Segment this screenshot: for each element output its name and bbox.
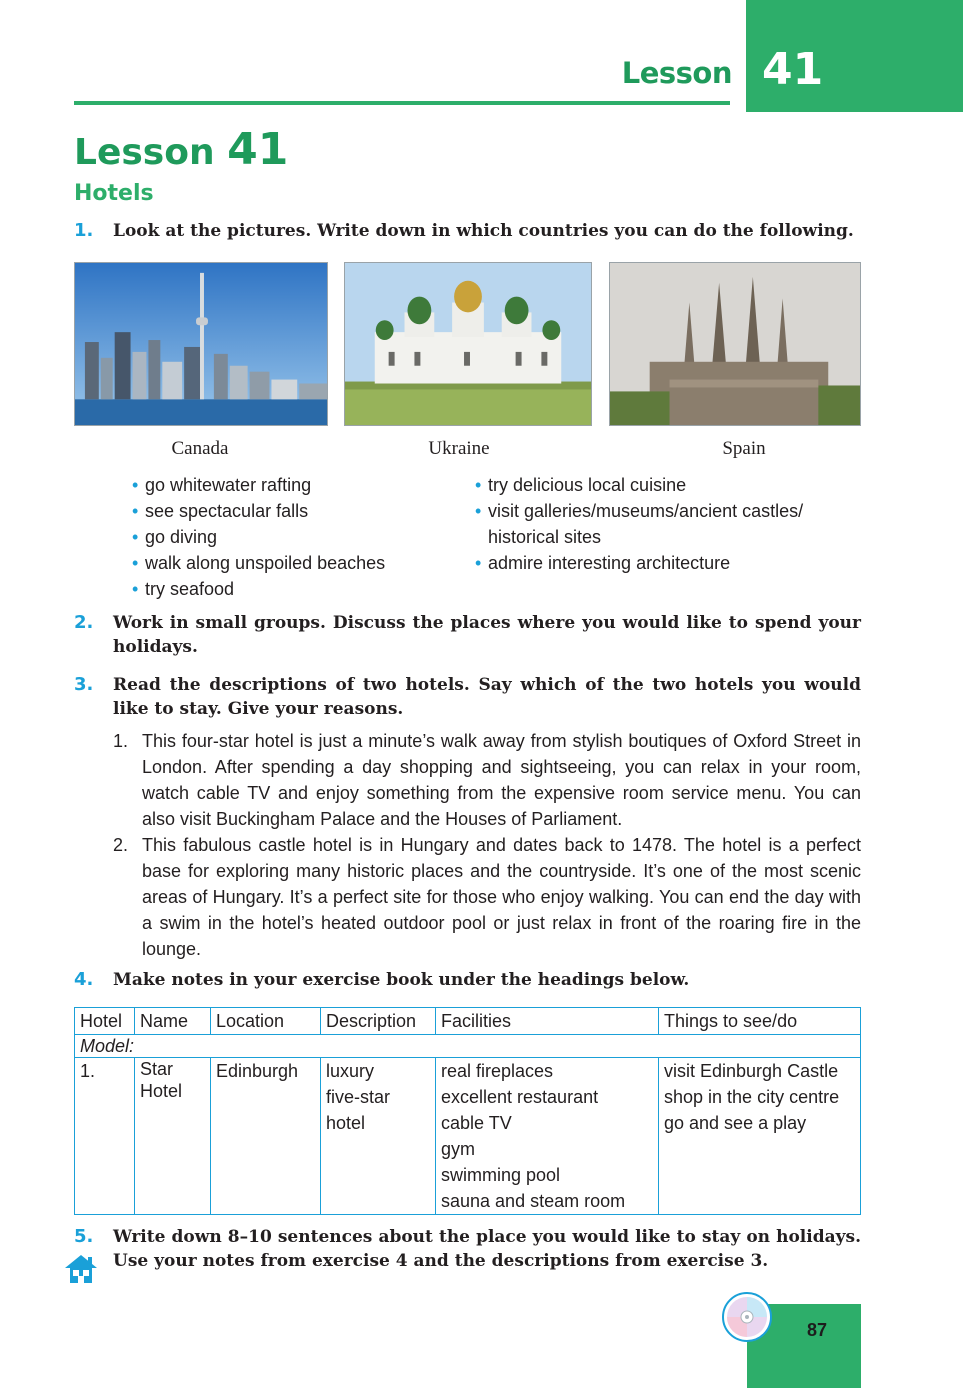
column-header: Hotel [75, 1008, 135, 1035]
list-item: • go diving [132, 524, 452, 550]
photo-ukraine-cathedral [344, 262, 592, 426]
exercise-5-instruction: Write down 8–10 sentences about the place you would like to stay on holidays. Use your notes from exercise 4 and the descriptions from exercise 3. [113, 1227, 861, 1271]
cell-line: five-star [326, 1087, 391, 1107]
list-item: • see spectacular falls [132, 498, 452, 524]
hotel-description-2 [113, 832, 861, 962]
lesson-title-word: Lesson [74, 132, 215, 173]
list-item: • try seafood [132, 576, 452, 602]
caption-spain: Spain [722, 438, 766, 459]
column-header: Name [135, 1008, 211, 1035]
table-model-row [75, 1035, 861, 1058]
column-header: Description [321, 1008, 436, 1035]
description-number: 2. [113, 835, 129, 855]
hotel-description-1 [113, 728, 861, 832]
list-item: • go whitewater rafting [132, 472, 452, 498]
cell-line: gym [441, 1139, 476, 1159]
cell-line: real fireplaces [441, 1061, 554, 1081]
lesson-subtitle: Hotels [74, 181, 154, 206]
table-row [75, 1058, 861, 1215]
exercise-3-number: 3. [74, 674, 94, 695]
photo-spain-sagrada-familia [609, 262, 861, 426]
cell-line: luxury [326, 1061, 375, 1081]
cell-line: Star [140, 1059, 174, 1079]
lesson-title-number: 41 [227, 124, 289, 175]
activities-list-left [132, 472, 452, 602]
list-item: • admire interesting architecture [475, 550, 855, 576]
table-header-row [75, 1008, 861, 1035]
exercise-4-number: 4. [74, 969, 94, 990]
cell-line: hotel [326, 1113, 366, 1133]
cell-hotel: 1. [75, 1058, 135, 1215]
header-lesson-number: 41 [746, 0, 963, 112]
cell-line: visit Edinburgh Castle [664, 1061, 839, 1081]
exercise-1-number: 1. [74, 220, 94, 241]
page-number: 87 [747, 1304, 861, 1388]
exercise-1-instruction: Look at the pictures. Write down in which countries you can do the following. [113, 221, 854, 241]
cell-line: go and see a play [664, 1113, 807, 1133]
description-text: This four-star hotel is just a minute’s walk away from stylish boutiques of Oxford Street in London. After spending a day shopping and sightseeing, you can relax in your room, watch cable TV and enjoy something from the expensive room service menu. You can also visit Buckingham Palace and the Houses of Parliament. [142, 731, 861, 829]
cell-line: swimming pool [441, 1165, 561, 1185]
description-number: 1. [113, 731, 129, 751]
cell-name [135, 1058, 211, 1215]
house-icon [64, 1254, 98, 1284]
activities-list-right [475, 472, 855, 576]
cell-things [659, 1058, 861, 1215]
caption-ukraine: Ukraine [428, 438, 490, 459]
cell-location: Edinburgh [211, 1058, 321, 1215]
hotel-descriptions [113, 728, 861, 962]
cell-line: cable TV [441, 1113, 512, 1133]
exercise-5-number: 5. [74, 1226, 94, 1247]
exercise-4-instruction: Make notes in your exercise book under the headings below. [113, 970, 690, 990]
cell-line: shop in the city centre [664, 1087, 840, 1107]
header-rule [74, 101, 730, 105]
cell-facilities [436, 1058, 659, 1215]
list-item: • visit galleries/museums/ancient castles/ historical sites [475, 498, 853, 550]
exercise-2-instruction: Work in small groups. Discuss the places where you would like to spend your holidays. [113, 613, 861, 657]
notes-table [74, 1007, 861, 1215]
cell-line: sauna and steam room [441, 1191, 626, 1211]
caption-canada: Canada [171, 438, 229, 459]
cell-description [321, 1058, 436, 1215]
lesson-title [74, 124, 289, 175]
photo-canada-toronto [74, 262, 328, 426]
description-text: This fabulous castle hotel is in Hungary and dates back to 1478. The hotel is a perfect base for exploring many historic places and the countryside. It’s one of the most scenic areas of Hungary. It’s a perfect site for those who enjoy walking. You can end the day with a swim in the hotel’s heated outdoor pool or just relax in front of the roaring fire in the lounge. [142, 835, 861, 959]
cell-line: excellent restaurant [441, 1087, 599, 1107]
column-header: Location [211, 1008, 321, 1035]
exercise-2-number: 2. [74, 612, 94, 633]
exercise-3-instruction: Read the descriptions of two hotels. Say which of the two hotels you would like to stay. Give your reasons. [113, 675, 861, 719]
list-item: • walk along unspoiled beaches [132, 550, 452, 576]
model-label: Model: [75, 1035, 861, 1058]
header-lesson-word: Lesson [621, 56, 732, 90]
cd-icon [722, 1292, 772, 1342]
list-item: • try delicious local cuisine [475, 472, 855, 498]
column-header: Facilities [436, 1008, 659, 1035]
cell-line: Hotel [140, 1081, 183, 1101]
column-header: Things to see/do [659, 1008, 861, 1035]
